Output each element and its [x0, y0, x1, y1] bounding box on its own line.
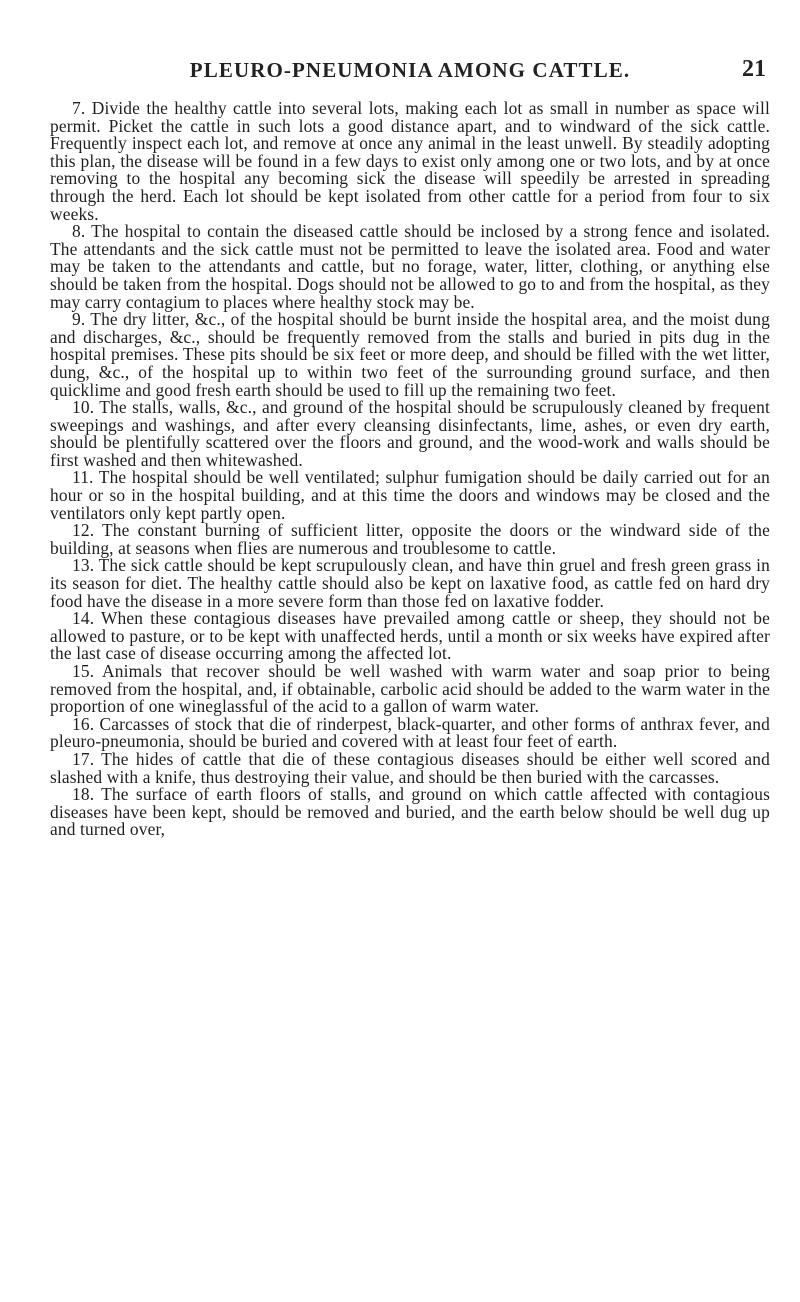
- paragraph-12: 12. The constant burning of sufficient litter, opposite the doors or the windward side of the building, at seasons when flies are numerous and troublesome to cattle.: [50, 520, 770, 558]
- paragraph-18: 18. The surface of earth floors of stalls, and ground on which cattle affected with contagious diseases have been kept, should be removed and buried, and the earth below should be well dug up and turned over,: [50, 784, 770, 840]
- page-title: PLEURO-PNEUMONIA AMONG CATTLE.: [189, 58, 631, 82]
- paragraph-17: 17. The hides of cattle that die of these contagious diseases should be either well scored and slashed with a knife, thus destroying their value, and should be then buried with the carcasses.: [50, 748, 770, 787]
- paragraph-16: 16. Carcasses of stock that die of rinderpest, black-quarter, and other forms of anthrax fever, and pleuro-pneumonia, should be buried and covered with at least four feet of earth.: [50, 713, 770, 752]
- paragraph-7: 7. Divide the healthy cattle into several lots, making each lot as small in number as space will permit. Picket the cattle in such lots a good distance apart, and to windward of the sick cattle. Frequently inspect each lot, and remove at once any animal in the least unwell. By steadily adopting this plan, the disease will be found in a few days to exist only among one or two lots, and by at once removing to the hospital any becoming sick the disease will speedily be arrested in spreading through the herd. Each lot should be kept isolated from other cattle for a period from four to six weeks.: [50, 98, 770, 224]
- book-page: [50, 58, 770, 839]
- paragraph-9: 9. The dry litter, &c., of the hospital should be burnt inside the hospital area, and the moist dung and discharges, &c., should be frequently removed from the stalls and buried in pits dug in the hospital premises. These pits should be six feet or more deep, and should be filled with the wet litter, dung, &c., of the hospital up to within two feet of the surrounding ground surface, and then quicklime and good fresh earth should be used to fill up the remaining two feet.: [50, 309, 770, 400]
- paragraph-15: 15. Animals that recover should be well washed with warm water and soap prior to being removed from the hospital, and, if obtainable, carbolic acid should be added to the warm water in the proportion of one wineglassful of the acid to a gallon of warm water.: [50, 661, 770, 717]
- page-body: [50, 100, 770, 839]
- paragraph-11: 11. The hospital should be well ventilated; sulphur fumigation should be daily carried out for an hour or so in the hospital building, and at this time the doors and windows may be closed and the ventilators only kept partly open.: [50, 467, 770, 523]
- page-number: 21: [742, 56, 766, 82]
- paragraph-10: 10. The stalls, walls, &c., and ground of the hospital should be scrupulously cleaned by frequent sweepings and washings, and after every cleansing disinfectants, lime, ashes, or even dry earth, should be plentifully scattered over the floors and ground, and the wood-work and walls should be first washed and then whitewashed.: [50, 397, 770, 470]
- paragraph-14: 14. When these contagious diseases have prevailed among cattle or sheep, they should not be allowed to pasture, or to be kept with unaffected herds, until a month or six weeks have expired after the last case of disease occurring among the affected lot.: [50, 608, 770, 664]
- paragraph-8: 8. The hospital to contain the diseased cattle should be inclosed by a strong fence and isolated. The attendants and the sick cattle must not be permitted to leave the isolated area. Food and water may be taken to the attendants and cattle, but no forage, water, litter, clothing, or anything else should be taken from the hospital. Dogs should not be allowed to go to and from the hospital, as they may carry contagium to places where healthy stock may be.: [50, 221, 770, 312]
- running-header: [50, 58, 770, 92]
- paragraph-13: 13. The sick cattle should be kept scrupulously clean, and have thin gruel and fresh green grass in its season for diet. The healthy cattle should also be kept on laxative food, as cattle fed on hard dry food have the disease in a more severe form than those fed on laxative fodder.: [50, 555, 770, 611]
